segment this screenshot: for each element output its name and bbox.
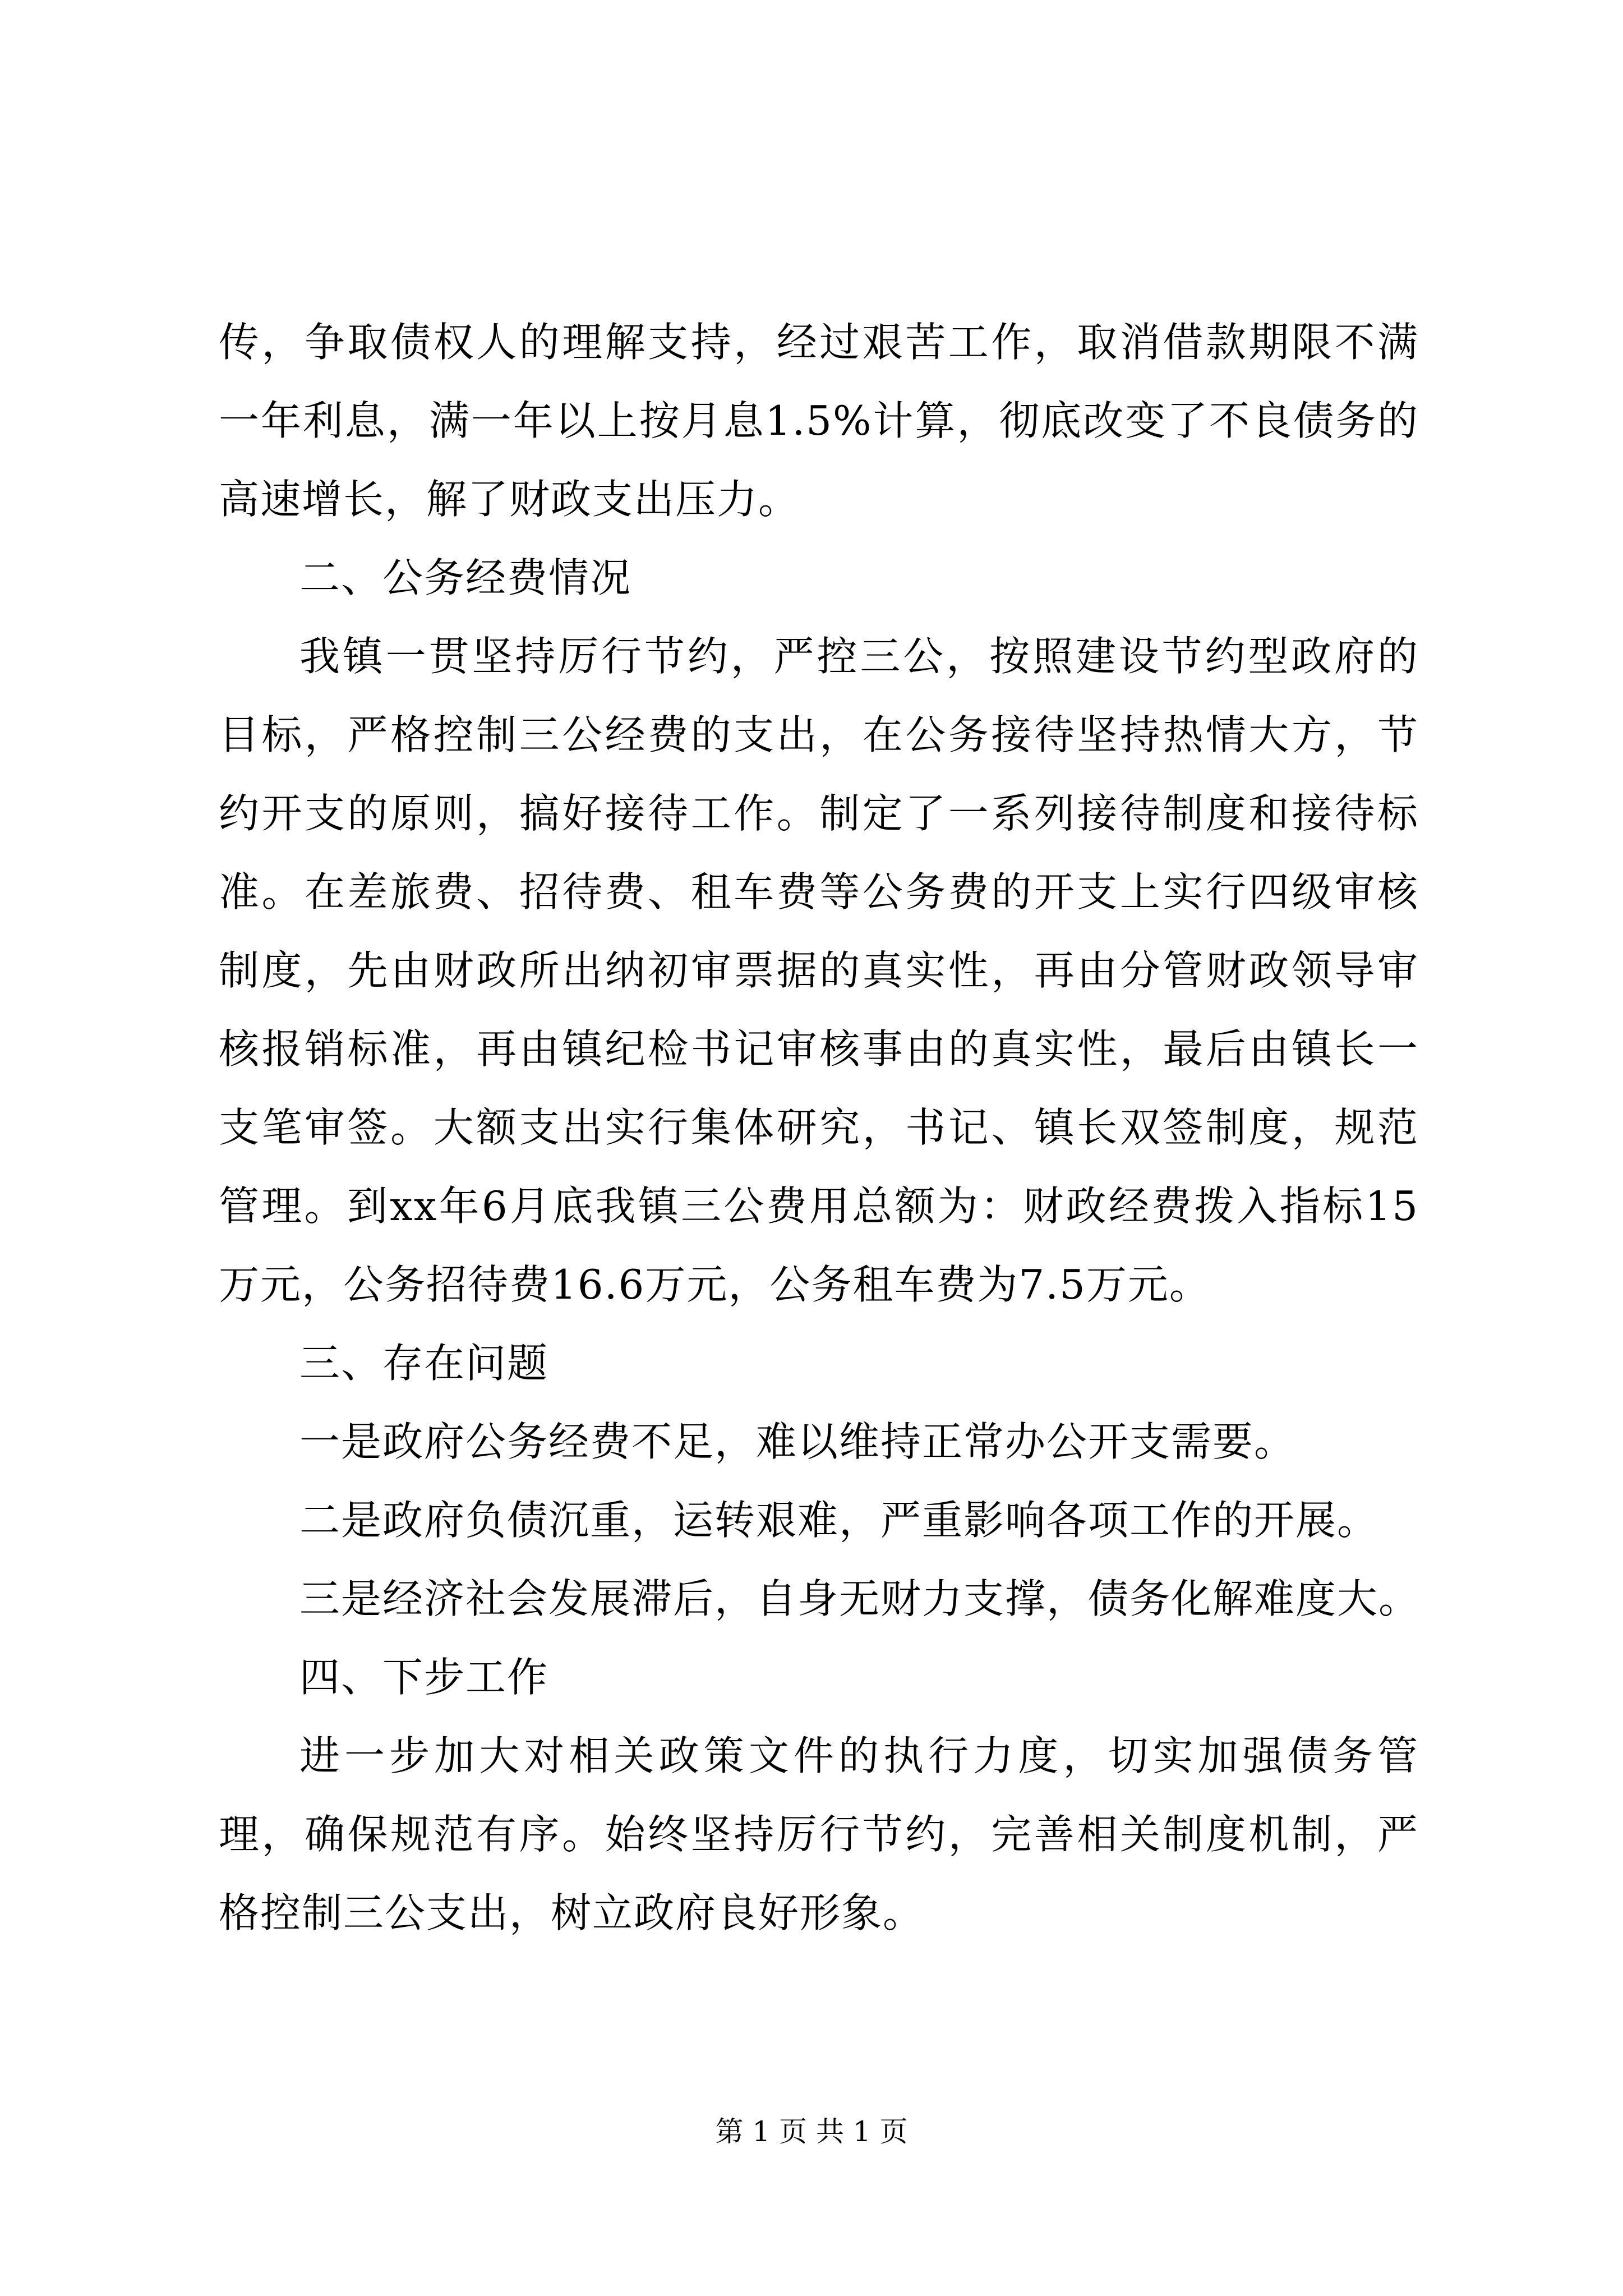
page-footer: 第 1 页 共 1 页 xyxy=(715,2115,908,2148)
paragraph-next-steps: 进一步加大对相关政策文件的执行力度，切实加强债务管理，确保规范有序。始终坚持厉行节约，完善相关制度机制，严格控制三公支出，树立政府良好形象。 xyxy=(219,1732,1419,1936)
paragraph-public-expenses: 我镇一贯坚持厉行节约，严控三公，按照建设节约型政府的目标，严格控制三公经费的支出，在公务接待坚持热情大方，节约开支的原则，搞好接待工作。制定了一系列接待制度和接待标准。在差旅费、招待费、租车费等公务费的开支上实行四级审核制度，先由财政所出纳初审票据的真实性，再由分管财政领导审核报销标准，再由镇纪检书记审核事由的真实性，最后由镇长一支笔审签。大额支出实行集体研究，书记、镇长双签制度，规范管理。到xx年6月底我镇三公费用总额为：财政经费拨入指标15万元，公务招待费16.6万元，公务租车费为7.5万元。 xyxy=(219,633,1419,1308)
paragraph-continuation: 传，争取债权人的理解支持，经过艰苦工作，取消借款期限不满一年利息，满一年以上按月息1.5%计算，彻底改变了不良债务的高速增长，解了财政支出压力。 xyxy=(219,319,1419,523)
section-heading-public-expenses: 二、公务经费情况 xyxy=(299,554,632,601)
document-body xyxy=(219,303,1419,1952)
problem-item-1: 一是政府公务经费不足，难以维持正常办公开支需要。 xyxy=(299,1418,1296,1465)
section-heading-problems: 三、存在问题 xyxy=(299,1340,549,1387)
problem-item-3: 三是经济社会发展滞后，自身无财力支撑，债务化解难度大。 xyxy=(299,1575,1421,1622)
section-heading-next-steps: 四、下步工作 xyxy=(299,1654,549,1701)
problem-item-2: 二是政府负债沉重，运转艰难，严重影响各项工作的开展。 xyxy=(299,1497,1379,1544)
